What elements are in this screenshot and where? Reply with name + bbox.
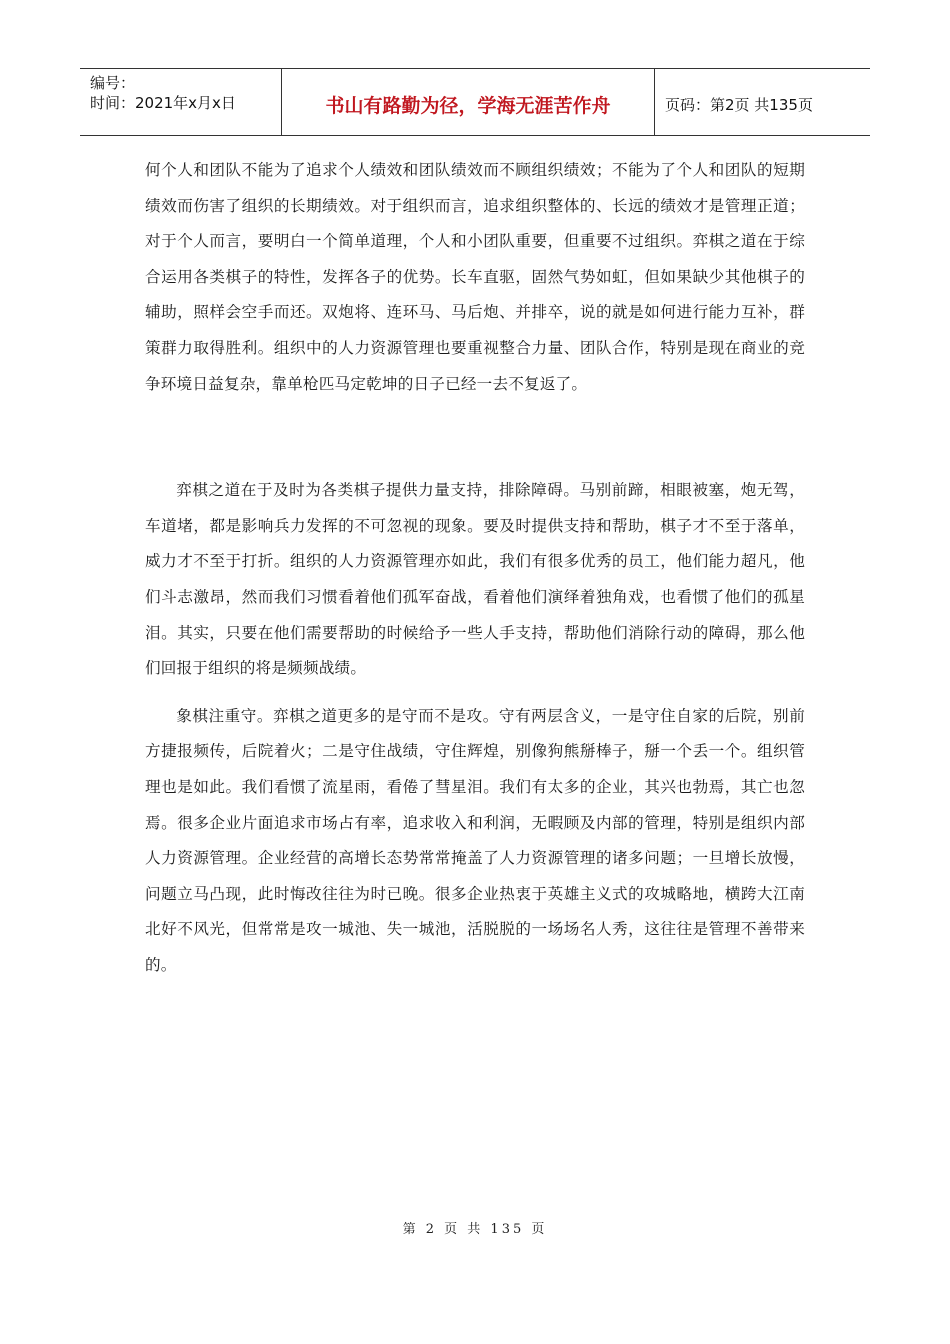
paragraph-3: 象棋注重守。弈棋之道更多的是守而不是攻。守有两层含义，一是守住自家的后院，别前方捷报频传，后院着火；二是守住战绩，守住辉煌，别像狗熊掰棒子，掰一个丢一个。组织管理也是如此。我们看惯了流星雨，看倦了彗星泪。我们有太多的企业，其兴也勃焉，其亡也忽焉。很多企业片面追求市场占有率，追求收入和利润，无暇顾及内部的管理，特别是组织内部人力资源管理。企业经营的高增长态势常常掩盖了人力资源管理的诸多问题；一旦增长放慢，问题立马凸现，此时悔改往往为时已晚。很多企业热衷于英雄主义式的攻城略地，横跨大江南北好不风光，但常常是攻一城池、失一城池，活脱脱的一场场名人秀，这往往是管理不善带来的。 [145,706,805,974]
page-footer: 第 2 页 共 135 页 [402,1222,548,1237]
number-label: 编号： [90,74,136,92]
paragraph-2: 弈棋之道在于及时为各类棋子提供力量支持，排除障碍。马别前蹄，相眼被塞，炮无驾，车道堵，都是影响兵力发挥的不可忽视的现象。要及时提供支持和帮助，棋子才不至于落单，威力才不至于打折。组织的人力资源管理亦如此，我们有很多优秀的员工，他们能力超凡，他们斗志激昂，然而我们习惯看着他们孤军奋战，看着他们演绎着独角戏，也看惯了他们的孤星泪。其实，只要在他们需要帮助的时候给予一些人手支持，帮助他们消除行动的障碍，那么他们回报于组织的将是频频战绩。 [145,481,805,678]
paragraph-1: 何个人和团队不能为了追求个人绩效和团队绩效而不顾组织绩效；不能为了个人和团队的短期绩效而伤害了组织的长期绩效。对于组织而言，追求组织整体的、长远的绩效才是管理正道；对于个人而言，要明白一个简单道理，个人和小团队重要，但重要不过组织。弈棋之道在于综合运用各类棋子的特性，发挥各子的优势。长车直驱，固然气势如虹，但如果缺少其他棋子的辅助，照样会空手而还。双炮将、连环马、马后炮、并排卒，说的就是如何进行能力互补，群策群力取得胜利。组织中的人力资源管理也要重视整合力量、团队合作，特别是现在商业的竞争环境日益复杂，靠单枪匹马定乾坤的日子已经一去不复返了。 [145,161,805,393]
time-label: 时间：2021年x月x日 [90,94,236,112]
document-body [145,153,805,983]
header-page-info: 页码：第2页 共135页 [665,95,813,114]
header-meta [80,69,282,135]
document-header [80,68,870,136]
header-motto: 书山有路勤为径，学海无涯苦作舟 [282,69,655,135]
